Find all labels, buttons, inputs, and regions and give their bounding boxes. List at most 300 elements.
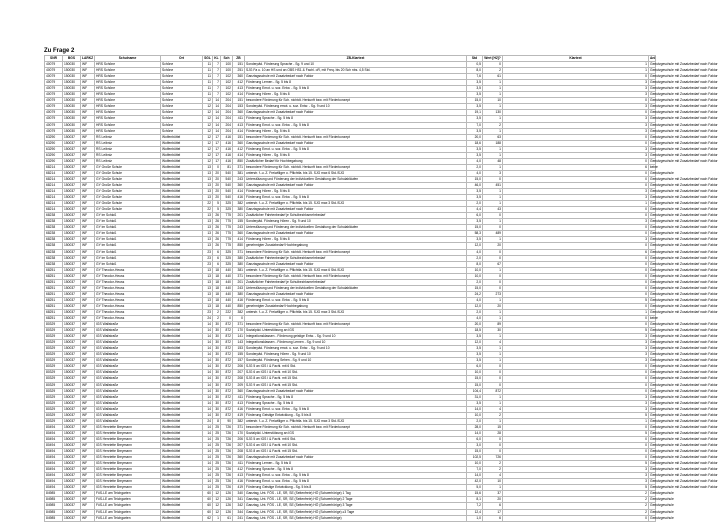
table-cell: 0	[503, 134, 649, 140]
table-cell: GY im Schloß	[95, 261, 161, 267]
table-cell: 68251	[45, 303, 63, 309]
table-cell: 3	[503, 104, 649, 110]
table-cell: 872	[221, 322, 233, 328]
table-cell: 6	[483, 515, 503, 521]
table-cell: 25	[213, 449, 221, 455]
table-cell: Genutzgeschule mit Zusatzbedarf nach Faktor	[650, 225, 718, 230]
table-cell: 48	[483, 158, 503, 164]
table-cell: genehmigter Zusatzbedarf Hochbegabung	[245, 303, 467, 309]
table-cell: 206	[233, 436, 245, 442]
table-cell: 20	[483, 303, 503, 309]
table-cell: 341	[233, 497, 245, 503]
table-cell: 12	[213, 509, 221, 515]
table-cell: 414	[233, 128, 245, 134]
table-cell: 0	[503, 388, 649, 394]
table-cell: 3,5	[467, 146, 483, 152]
table-cell: 68238	[45, 243, 63, 249]
table-cell: 68214	[45, 201, 63, 207]
table-cell: WF	[81, 176, 95, 182]
table-cell: 208	[233, 376, 245, 382]
table-cell: Wolfenbüttel	[161, 152, 203, 158]
table-cell: 150037	[63, 267, 81, 273]
table-cell: 61	[221, 515, 233, 521]
table-cell: Genutzgeschule mit Zusatzbedarf nach Faktor	[650, 267, 718, 272]
table-cell: Genutzgeschule mit Zusatzbedarf nach Faktor	[650, 418, 718, 423]
table-cell: 1	[483, 400, 503, 406]
table-cell: GY im Schloß	[95, 213, 161, 219]
table-cell: 12	[213, 503, 221, 509]
table-cell: 3,5	[467, 104, 483, 110]
table-cell: Wolfenbüttel	[161, 364, 203, 370]
table-cell: HRS Schöne	[95, 68, 161, 74]
table-cell: 150030	[63, 92, 81, 98]
table-cell: 0	[483, 255, 503, 261]
table-cell: 850	[233, 243, 245, 249]
table-cell: 68238	[45, 225, 63, 231]
table-cell: 13	[203, 195, 213, 201]
table-cell: besondere Förderung für Sch. nichtdt. Herkunft bzw. mit Förderkonzept	[245, 424, 467, 430]
table-cell: 0	[503, 158, 649, 164]
table-cell: 0	[483, 382, 503, 388]
column-header: Anl	[650, 56, 656, 60]
table-cell: 68238	[45, 219, 63, 225]
table-cell: 0	[503, 170, 649, 176]
table-cell: 0	[503, 322, 649, 328]
table-cell: 100	[221, 68, 233, 74]
table-cell: 10,0	[467, 370, 483, 376]
table-cell: 243	[233, 176, 245, 182]
table-cell: 100	[221, 62, 233, 68]
table-cell: Wolfenbüttel	[161, 261, 203, 267]
table-cell: IGS Wallstraße	[95, 346, 161, 352]
table-cell: 188	[483, 140, 503, 146]
table-cell: 3	[483, 170, 503, 176]
table-cell: 150037	[63, 449, 81, 455]
table-cell: GY Theodor-Heuss	[95, 273, 161, 279]
table-cell: 25	[213, 479, 221, 485]
table-cell: 30	[213, 382, 221, 388]
table-cell: WF	[81, 485, 95, 491]
table-cell: 5	[213, 201, 221, 207]
column-header: LARKZ	[82, 56, 94, 60]
table-cell: 243	[233, 285, 245, 291]
table-cell: WF	[81, 213, 95, 219]
table-cell: Genutzgeschule mit Zusatzbedarf nach Faktor	[650, 461, 718, 466]
table-cell: 8,1	[467, 497, 483, 503]
table-cell: Wolfenbüttel	[161, 430, 203, 436]
column-header: Sch	[221, 56, 233, 62]
table-cell: 0	[483, 285, 503, 291]
table-cell: Förderung Hören - Sg. 5 bis 8	[245, 189, 467, 195]
table-cell: Wolfenbüttel	[161, 303, 203, 309]
table-cell: 68251	[45, 279, 63, 285]
table-cell: Genutzgeschule mit Zusatzbedarf nach Faktor	[650, 140, 718, 145]
table-cell: WF	[81, 219, 95, 225]
table-cell: IGS Henriette Breymann	[95, 449, 161, 455]
table-cell: 850	[233, 158, 245, 164]
table-cell: FöS-LE am Teichgarten	[95, 497, 161, 503]
table-cell: Genutzgeschule mit Zusatzbedarf nach Faktor	[650, 219, 718, 224]
table-cell: 1	[483, 195, 503, 201]
table-cell: 150037	[63, 261, 81, 267]
table-cell: 150037	[63, 467, 81, 473]
table-cell: WF	[81, 62, 95, 68]
table-cell: Sozialpäd. Unterstützung an IGS	[245, 430, 467, 436]
table-cell: 80494	[45, 455, 63, 461]
table-cell: WF	[81, 382, 95, 388]
table-cell: IGS Wallstraße	[95, 364, 161, 370]
table-cell: 726	[221, 436, 233, 442]
table-cell: 0	[503, 213, 649, 219]
table-cell: 325	[221, 255, 233, 261]
table-cell: IGS Henriette Breymann	[95, 430, 161, 436]
table-cell: 243	[233, 225, 245, 231]
table-cell: 102,5	[467, 455, 483, 461]
table-cell: 150037	[63, 346, 81, 352]
table-cell: Schöne	[161, 110, 203, 116]
table-cell: 14	[213, 116, 221, 122]
table-cell: 30	[213, 346, 221, 352]
table-cell: WF	[81, 195, 95, 201]
table-cell: 150037	[63, 358, 81, 364]
table-cell: 18	[213, 267, 221, 273]
table-cell: 1	[483, 146, 503, 152]
table-cell: 23	[203, 255, 213, 261]
table-cell: GY Theodor-Heuss	[95, 267, 161, 273]
table-cell: 6	[503, 249, 649, 255]
table-cell: 1	[503, 62, 649, 68]
table-cell: IGS Wallstraße	[95, 412, 161, 418]
table-cell: Wolfenbüttel	[161, 473, 203, 479]
table-cell: 14	[203, 382, 213, 388]
table-cell: Genutzgeschule mit Zusatzbedarf nach Faktor	[650, 134, 718, 139]
table-cell: FöS-LE am Teichgarten	[95, 515, 161, 521]
table-cell: Schöne	[161, 92, 203, 98]
table-cell: 872	[483, 388, 503, 394]
table-cell: 13	[203, 182, 213, 188]
table-cell: besondere Förderung für Sch. nichtdt. Herkunft bzw. mit Förderkonzept	[245, 249, 467, 255]
table-cell: HRS Schöne	[95, 62, 161, 68]
table-cell: 150037	[63, 219, 81, 225]
table-cell: 20	[483, 243, 503, 249]
table-cell: 4,0	[467, 249, 483, 255]
table-cell: 0	[503, 424, 649, 430]
table-cell: SJG 8 an IGS I & Fachl. mit 15 Std.	[245, 449, 467, 455]
table-cell: Wolfenbüttel	[161, 515, 203, 521]
table-cell: IGS Henriette Breymann	[95, 485, 161, 491]
table-cell: 3,5	[467, 346, 483, 352]
table-cell: 14	[203, 364, 213, 370]
table-cell: 413	[233, 473, 245, 479]
table-cell: 15,0	[467, 225, 483, 231]
table-cell: Genutzgeschule mit Zusatzbedarf nach Faktor	[650, 249, 718, 254]
table-cell: 451	[483, 182, 503, 188]
table-cell: Wolfenbüttel	[161, 346, 203, 352]
table-cell: 30	[213, 370, 221, 376]
table-cell: 80329	[45, 406, 63, 412]
table-cell: Genutzgeschule mit Zusatzbedarf nach Faktor	[650, 291, 718, 296]
table-cell: 40079	[45, 128, 63, 134]
table-cell: Wolfenbüttel	[161, 255, 203, 261]
table-cell: Genutzgeschule mit Zusatzbedarf nach Faktor	[650, 62, 718, 67]
table-cell: 325	[221, 261, 233, 267]
table-cell: 20	[213, 182, 221, 188]
table-cell: 380	[233, 255, 245, 261]
table-cell: 0	[233, 316, 245, 322]
table-cell: 872	[221, 406, 233, 412]
table-cell: 157	[233, 358, 245, 364]
table-cell: Genutzgeschule mit Zusatzbedarf nach Faktor	[650, 485, 718, 490]
table-cell: 6	[213, 249, 221, 255]
table-cell: 13	[203, 164, 213, 170]
table-cell: 1	[483, 316, 503, 322]
table-cell: 5	[503, 461, 649, 467]
table-cell: 360	[233, 74, 245, 80]
table-cell: 14	[213, 104, 221, 110]
table-cell: 60	[203, 491, 213, 497]
table-cell: 150037	[63, 461, 81, 467]
sheet-title: Zu Frage 2	[44, 48, 75, 54]
table-cell: 419	[233, 485, 245, 491]
table-cell: WF	[81, 104, 95, 110]
table-cell: 3	[503, 152, 649, 158]
table-cell: WF	[81, 352, 95, 358]
table-cell: IGS Henriette Breymann	[95, 455, 161, 461]
table-cell: 3,5	[467, 195, 483, 201]
table-cell: 2	[503, 491, 649, 497]
table-cell: 150037	[63, 213, 81, 219]
table-cell: WF	[81, 140, 95, 146]
table-cell: 17	[483, 509, 503, 515]
table-cell: Förderung Geistige Entwicklung - Sg. 5 bis 8	[245, 412, 467, 418]
table-cell: 371	[233, 424, 245, 430]
table-cell: 80329	[45, 322, 63, 328]
table-cell: 360	[233, 388, 245, 394]
table-cell: 209	[233, 382, 245, 388]
table-cell: 8	[213, 418, 221, 424]
table-cell: Ganztagsschule mit Zusatzbedarf nach Faktor	[245, 231, 467, 237]
table-cell: 775	[221, 225, 233, 231]
table-cell: 150037	[63, 334, 81, 340]
table-cell: GY Theodor-Heuss	[95, 291, 161, 297]
table-cell: 150037	[63, 164, 81, 170]
table-cell: 68238	[45, 249, 63, 255]
table-cell: 3	[503, 146, 649, 152]
table-cell: IGS Henriette Breymann	[95, 467, 161, 473]
table-cell: 14	[203, 406, 213, 412]
table-cell: Ganztag, Unt. FÖS - LE, SR, SE (Seitenfreie) HÖ (Schwerhörige)	[245, 515, 467, 521]
table-cell: SJG 6 an IGS I & Fachl. mit 10 Std.	[245, 370, 467, 376]
table-cell: Schöne	[161, 74, 203, 80]
table-cell: Genutzgeschule	[650, 515, 674, 520]
table-cell: Wolfenbüttel	[161, 509, 203, 515]
table-cell: 141	[233, 334, 245, 340]
table-cell: IGS Wallstraße	[95, 388, 161, 394]
table-cell: unterstr. f.-u. Z. Freiwilliger o. Pflichtfa. bis 15. SJG max 6 Std./SJG	[245, 267, 467, 273]
table-cell: 15,0	[467, 449, 483, 455]
table-cell: Ganztagsschule mit Zusatzbedarf nach Faktor	[245, 74, 467, 80]
table-cell: GY Große Schule	[95, 164, 161, 170]
table-cell: 80494	[45, 479, 63, 485]
table-cell: 80329	[45, 400, 63, 406]
table-cell: 872	[221, 328, 233, 334]
table-cell: 63290	[45, 140, 63, 146]
table-cell: 68251	[45, 267, 63, 273]
table-cell: 26	[213, 231, 221, 237]
table-cell: 150037	[63, 243, 81, 249]
table-cell: 3,5	[467, 86, 483, 92]
table-cell: 3	[503, 334, 649, 340]
table-cell: 0	[503, 110, 649, 116]
table-cell: 151	[233, 98, 245, 104]
table-cell: 80329	[45, 370, 63, 376]
table-cell: WF	[81, 74, 95, 80]
table-cell: 40079	[45, 116, 63, 122]
table-cell: 150030	[63, 110, 81, 116]
column-header: Ort	[161, 56, 203, 62]
table-cell: 155	[233, 219, 245, 225]
table-cell: Wolfenbüttel	[161, 497, 203, 503]
table-cell: 14	[203, 473, 213, 479]
table-cell: WF	[81, 418, 95, 424]
table-cell: 30	[213, 334, 221, 340]
table-cell: Wolfenbüttel	[161, 207, 203, 213]
table-cell: 14	[213, 110, 221, 116]
table-cell: 7	[213, 74, 221, 80]
table-cell: Wolfenbüttel	[161, 394, 203, 400]
table-cell: 206	[233, 364, 245, 370]
table-cell: 1	[483, 237, 503, 243]
table-cell: Wolfenbüttel	[161, 400, 203, 406]
column-header: SNR	[45, 56, 63, 62]
table-cell: Förderung Hören - Sg. 5 bis 8	[245, 237, 467, 243]
table-cell: Genutzgeschule mit Zusatzbedarf nach Faktor	[650, 430, 718, 435]
table-cell: 12	[203, 158, 213, 164]
table-cell: 15	[483, 424, 503, 430]
table-cell: 150037	[63, 473, 81, 479]
table-cell: Wolfenbüttel	[161, 443, 203, 449]
table-cell: 1	[483, 485, 503, 491]
table-cell: 80329	[45, 388, 63, 394]
table-cell: 10,0	[467, 412, 483, 418]
table-cell: 0	[503, 98, 649, 104]
table-cell: Ganztagsschule mit Zusatzbedarf nach Faktor	[245, 261, 467, 267]
table-cell: 540	[221, 189, 233, 195]
table-cell: WF	[81, 273, 95, 279]
table-cell: Sonderpäd. Förderung emot. u. soz. Entw. - Sg. 9 und 10	[245, 104, 467, 110]
table-cell: 1	[503, 418, 649, 424]
table-cell: 0	[483, 376, 503, 382]
table-cell: 80329	[45, 376, 63, 382]
table-cell: Wolfenbüttel	[161, 358, 203, 364]
table-cell: 440	[221, 291, 233, 297]
table-cell: Wolfenbüttel	[161, 231, 203, 237]
table-cell: 80494	[45, 449, 63, 455]
table-cell: Genutzgeschule mit Zusatzbedarf nach Faktor	[650, 182, 718, 187]
table-cell: Wolfenbüttel	[161, 213, 203, 219]
table-cell: 14	[213, 122, 221, 128]
table-cell: WF	[81, 182, 95, 188]
table-cell: 0	[503, 207, 649, 213]
table-cell: HRS Schöne	[95, 86, 161, 92]
table-cell: 6	[213, 261, 221, 267]
table-cell: HRS Schöne	[95, 98, 161, 104]
table-cell: WF	[81, 255, 95, 261]
table-cell: Genutzgeschule mit Zusatzbedarf nach Faktor	[650, 449, 718, 454]
table-cell: Zusätzlicher Fahrtenbedarf je Schulbezirksmehrbedarf	[245, 279, 467, 285]
table-cell: 150037	[63, 231, 81, 237]
table-cell: Wolfenbüttel	[161, 291, 203, 297]
table-cell: Genutzgeschule mit Zusatzbedarf nach Faktor	[650, 122, 718, 127]
table-cell: 150037	[63, 418, 81, 424]
table-cell: 1	[213, 515, 221, 521]
table-cell: 150037	[63, 152, 81, 158]
table-cell: WF	[81, 358, 95, 364]
table-cell: 204	[221, 104, 233, 110]
table-cell: Unterstützung und Förderung der individuellen Gestaltung der Schulabläufen	[245, 285, 467, 291]
table-cell: 325	[221, 201, 233, 207]
table-cell: 26	[213, 225, 221, 231]
table-cell: WF	[81, 388, 95, 394]
table-cell: Ganztagsschule mit Zusatzbedarf nach Faktor	[245, 291, 467, 297]
table-cell: Genutzgeschule mit Zusatzbedarf nach Faktor	[650, 406, 718, 411]
table-cell: 30	[213, 358, 221, 364]
table-cell: 14	[203, 370, 213, 376]
table-cell: 80494	[45, 430, 63, 436]
table-cell: 150037	[63, 382, 81, 388]
table-cell: WF	[81, 503, 95, 509]
table-cell: 14	[203, 340, 213, 346]
column-header: SGL	[204, 56, 211, 60]
table-cell: Unterstützung und Förderung der individuellen Gestaltung der Schulabläufen	[245, 225, 467, 231]
table-cell: 204	[221, 128, 233, 134]
table-cell: 126	[221, 491, 233, 497]
table-cell: 43	[483, 207, 503, 213]
table-cell: WF	[81, 279, 95, 285]
table-cell: Förderung Sprache - Sg. 5 bis 8	[245, 394, 467, 400]
table-cell: 150037	[63, 158, 81, 164]
table-cell: WF	[81, 400, 95, 406]
table-cell: 84985	[45, 509, 63, 515]
table-cell: 872	[221, 340, 233, 346]
table-cell: 1	[483, 334, 503, 340]
table-cell: IGS Wallstraße	[95, 418, 161, 424]
table-cell: 150037	[63, 322, 81, 328]
table-cell: 63	[483, 134, 503, 140]
table-cell: 416	[221, 146, 233, 152]
table-cell: Wolfenbüttel	[161, 352, 203, 358]
table-cell: 0	[503, 273, 649, 279]
table-cell: 104,4	[467, 388, 483, 394]
table-cell: WF	[81, 412, 95, 418]
table-cell: 153	[233, 104, 245, 110]
table-cell: 0	[483, 225, 503, 231]
table-cell: 150037	[63, 376, 81, 382]
table-cell: 0	[503, 182, 649, 188]
table-cell: Ganztagsschule mit Zusatzbedarf nach Faktor	[245, 207, 467, 213]
table-cell: 726	[221, 461, 233, 467]
table-cell: HRS Schöne	[95, 92, 161, 98]
table-cell: 13	[203, 285, 213, 291]
table-cell: 68251	[45, 309, 63, 315]
table-cell: Wolfenbüttel	[161, 243, 203, 249]
table-cell: 150037	[63, 134, 81, 140]
table-cell: Genutzgeschule mit Zusatzbedarf nach Faktor	[650, 328, 718, 333]
table-cell: 726	[221, 430, 233, 436]
table-cell: 726	[221, 479, 233, 485]
table-cell: unterstr. f.-u. Z. Freiwilliger o. Pflichtfa. bis 15. SJG max 3 Std./SJG	[245, 201, 467, 207]
table-cell: 3	[503, 467, 649, 473]
